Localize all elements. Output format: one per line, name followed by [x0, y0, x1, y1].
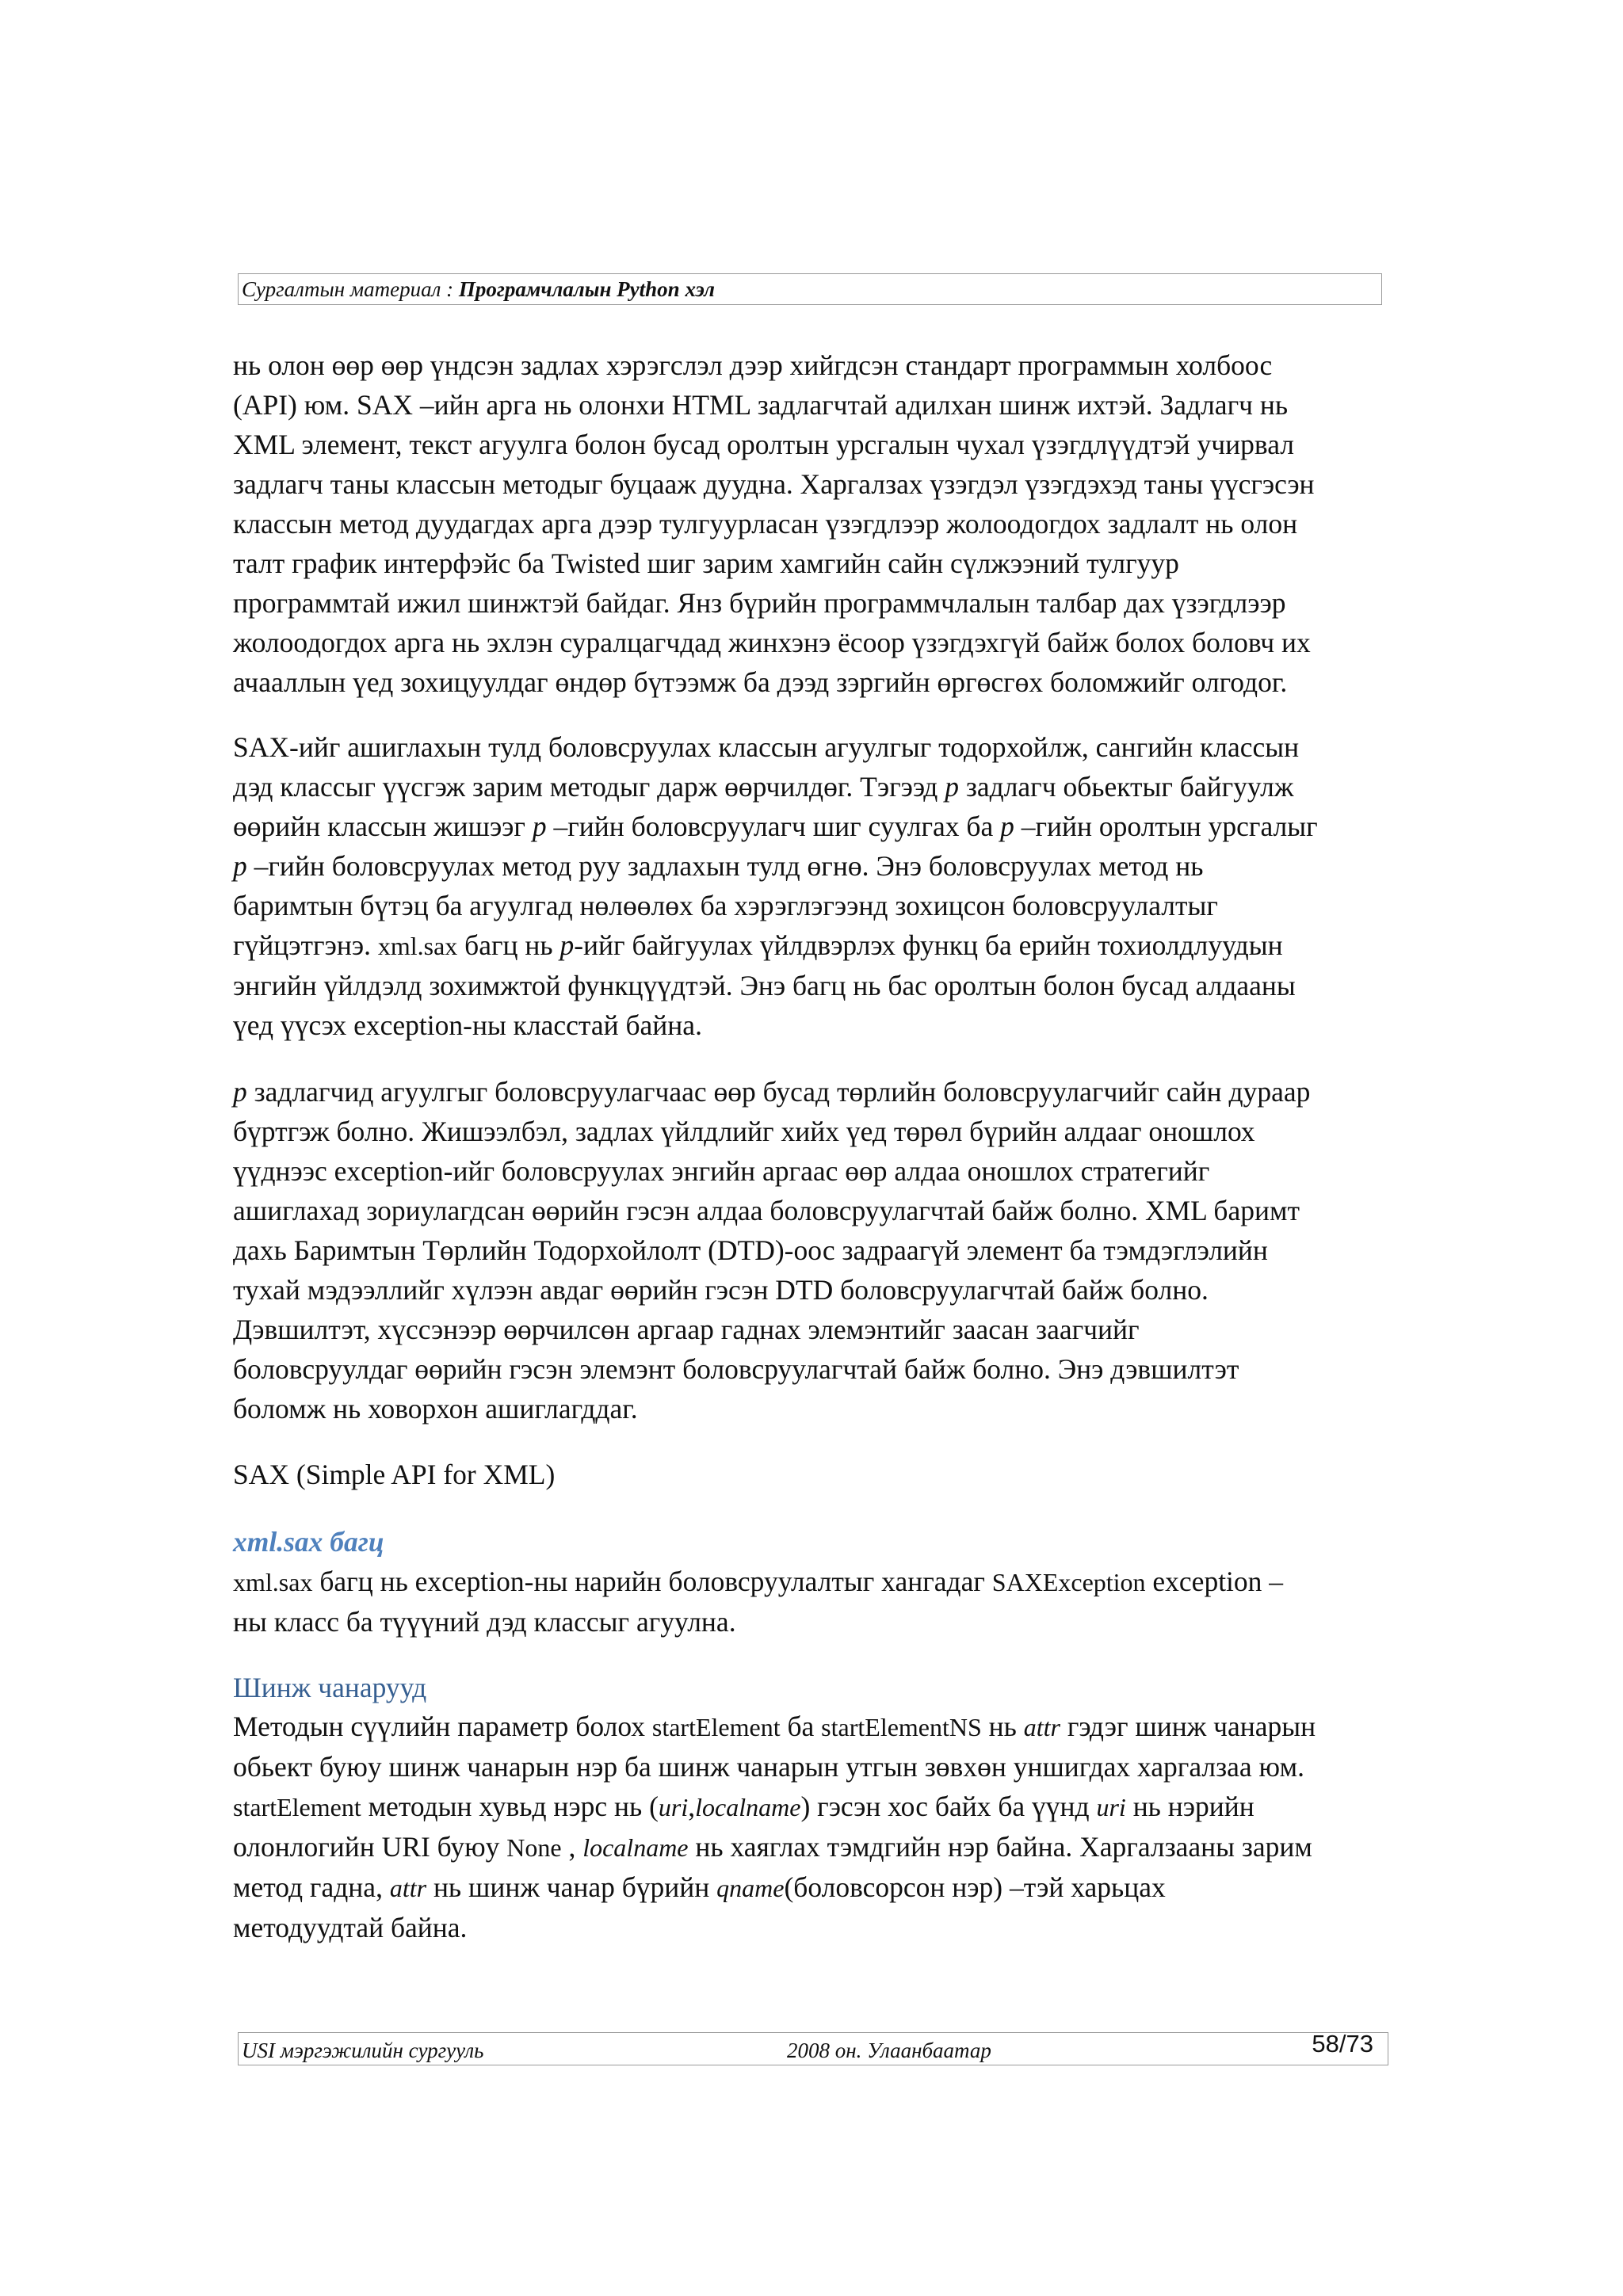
text-line: тухай мэдээллийг хүлээн авдаг өөрийн гэсэн DTD боловсруулагчтай байж болно. — [233, 1274, 1209, 1306]
text-line: startElement методын хувьд нэрс нь (uri,localname) гэсэн хос байх ба үүнд uri нь нэрийн — [233, 1791, 1254, 1822]
text-line: ачааллын үед зохицуулдаг өндөр бүтээмж ба дээд зэргийн өргөсгөх боломжийг олгодог. — [233, 666, 1288, 698]
text-line: бүртгэж болно. Жишээлбэл, задлах үйлдлийг хийх үед төрөл бүрийн алдааг оношлох — [233, 1116, 1255, 1147]
text-line: нь олон өөр өөр үндсэн задлах хэрэгслэл дээр хийгдсэн стандарт программын холбоос — [233, 349, 1273, 381]
paragraph-4 — [233, 1562, 1398, 1642]
text-line: обьект буюу шинж чанарын нэр ба шинж чанарын утгын зөвхөн уншигдах харгалзаа юм. — [233, 1751, 1304, 1783]
header-title: Програмчлалын Python хэл — [458, 277, 715, 301]
text-line: талт график интерфэйс ба Twisted шиг зарим хамгийн сайн сүлжээний тулгуур — [233, 547, 1179, 579]
text-line: баримтын бүтэц ба агуулгад нөлөөлөх ба хэрэглэгээнд зохицсон боловсруулалтыг — [233, 890, 1218, 921]
text-line: XML элемент, текст агуулга болон бусад оролтын урсгалын чухал үзэгдлүүдтэй учирвал — [233, 429, 1294, 460]
text-line: жолоодогдох арга нь эхлэн суралцагчдад жинхэнэ ёсоор үзэгдэхгүй байж болох боловч их — [233, 627, 1311, 658]
text-line: олонлогийн URI буюу None , localname нь хаяглах тэмдгийн нэр байна. Харгалзааны зарим — [233, 1831, 1312, 1863]
text-line: p –гийн боловсруулах метод руу задлахын тулд өгнө. Энэ боловсруулах метод нь — [233, 850, 1204, 882]
text-line: өөрийн классын жишээг p –гийн боловсруулагч шиг суулгах ба p –гийн оролтын урсгалыг — [233, 810, 1318, 842]
footer-date-location: 2008 он. Улаанбаатар — [787, 2039, 991, 2062]
text-line: SAX-ийг ашиглахын тулд боловсруулах классын агуулгыг тодорхойлж, сангийн классын — [233, 731, 1300, 763]
text-line: боловсруулдаг өөрийн гэсэн элемэнт боловсруулагчтай байж болно. Энэ дэвшилтэт — [233, 1353, 1239, 1385]
page-header — [238, 273, 1382, 305]
text-line: классын метод дуудагдах арга дээр тулгуурласан үзэгдлээр жолоодогдох задлалт нь олон — [233, 508, 1298, 540]
text-line: Методын сүүлийн параметр болох startElement ба startElementNS нь attr гэдэг шинж чанарын — [233, 1711, 1316, 1742]
attributes-heading: Шинж чанарууд — [233, 1672, 427, 1703]
page-footer — [238, 2032, 1388, 2065]
paragraph-3 — [233, 1072, 1398, 1428]
text-line: метод гадна, attr нь шинж чанар бүрийн qname(боловсорсон нэр) –тэй харьцах — [233, 1871, 1166, 1903]
text-line: гүйцэтгэнэ. xml.sax багц нь p-ийг байгуулах үйлдвэрлэх функц ба ерийн тохиолдлуудын — [233, 929, 1283, 961]
text-line: боломж нь ховорхон ашиглагддаг. — [233, 1393, 638, 1425]
xml-sax-heading: xml.sax багц — [233, 1526, 384, 1558]
paragraph-1 — [233, 345, 1398, 702]
text-line: методуудтай байна. — [233, 1912, 468, 1943]
text-line: xml.sax багц нь exception-ны нарийн боловсруулалтыг хангадаг SAXException exception – — [233, 1566, 1284, 1597]
page-number: 58/73 — [1312, 2030, 1373, 2058]
text-line: энгийн үйлдэлд зохимжтой функцүүдтэй. Энэ багц нь бас оролтын болон бусад алдааны — [233, 970, 1296, 1001]
text-line: үүднээс exception-ийг боловсруулах энгийн аргаас өөр алдаа оношлох стратегийг — [233, 1155, 1210, 1187]
paragraph-5 — [233, 1707, 1398, 1947]
text-line: программтай ижил шинжтэй байдаг. Янз бүрийн программчлалын талбар дах үзэгдлээр — [233, 587, 1286, 619]
text-line: ны класс ба түүүний дэд классыг агуулна. — [233, 1606, 736, 1638]
text-line: p задлагчид агуулгыг боловсруулагчаас өөр бусад төрлийн боловсруулагчийг сайн дураар — [233, 1076, 1311, 1108]
text-line: үед үүсэх exception-ны класстай байна. — [233, 1009, 702, 1041]
paragraph-2 — [233, 727, 1398, 1045]
text-line: дахь Баримтын Төрлийн Тодорхойлолт (DTD)-оос задраагүй элемент ба тэмдэглэлийн — [233, 1234, 1268, 1266]
text-line: дэд классыг үүсгэж зарим методыг дарж өөрчилдөг. Тэгээд p задлагч обьектыг байгуулж — [233, 771, 1294, 803]
text-line: Дэвшилтэт, хүссэнээр өөрчилсөн аргаар гаднах элемэнтийг заасан заагчийг — [233, 1314, 1140, 1345]
sax-title: SAX (Simple API for XML) — [233, 1459, 556, 1490]
header-prefix: Сургалтын материал : — [242, 277, 459, 301]
footer-school: USI мэргэжилийн сургууль — [242, 2039, 484, 2062]
text-line: (API) юм. SAX –ийн арга нь олонхи HTML задлагчтай адилхан шинж ихтэй. Задлагч нь — [233, 389, 1289, 421]
text-line: ашиглахад зориулагдсан өөрийн гэсэн алдаа боловсруулагчтай байж болно. XML баримт — [233, 1195, 1300, 1226]
text-line: задлагч таны классын методыг буцааж дуудна. Харгалзах үзэгдэл үзэгдэхэд таны үүсгэсэн — [233, 468, 1315, 500]
